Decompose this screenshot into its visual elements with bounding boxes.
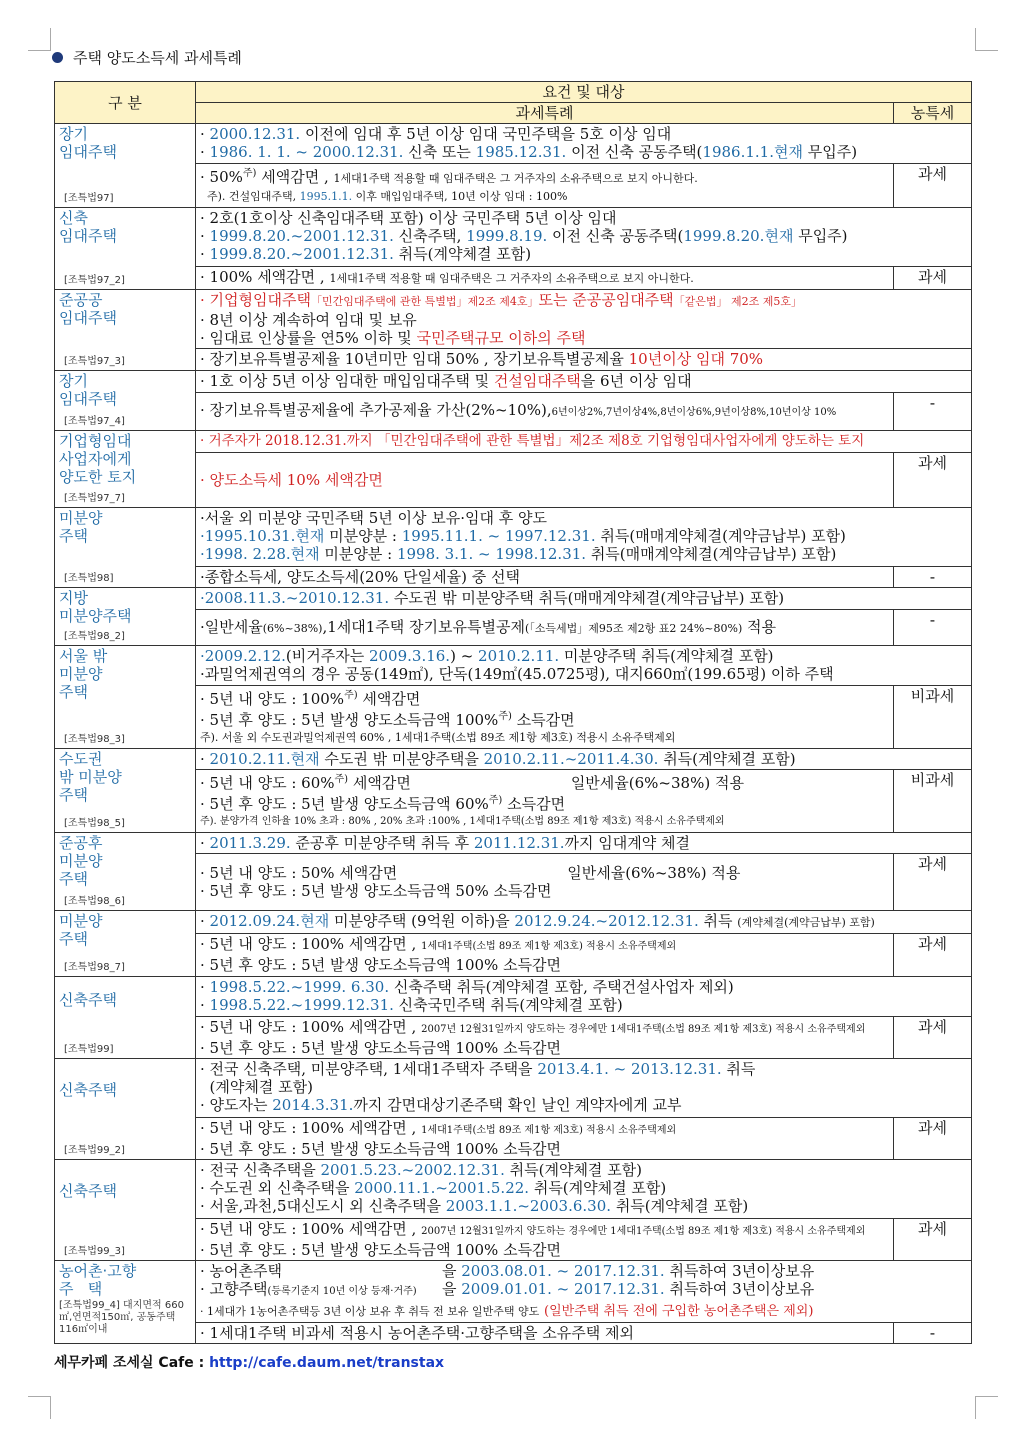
category-ref: [조특법98_5] [64,818,125,829]
agri-tax-cell: - [894,393,972,431]
special-note: 주). 서울 외 수도권과밀억제권역 60% , 1세대1주택(소법 89조 제1항 제3호) 적용시 소유주택제외 [200,731,676,744]
requirement-cell [196,124,972,164]
special-line: · 5년 내 양도 : 60%$^{주)}$ 세액감면 일반세율(6%~38%) 적용 [200,774,744,792]
special-note: 주). 분양가격 인하율 10% 초과 : 80% , 20% 초과 :100% , 1세대1주택(소법 89조 제1항 제3호) 적용시 소유주택제외 [200,816,725,827]
requirement-line: · 1999.8.20.~2001.12.31. 취득(계약체결 포함) [200,245,532,263]
row-category [55,290,196,371]
header-requirement: 요건 및 대상 [196,82,972,103]
category-ref: [조특법99_4] 대지면적 660㎡,연면적150㎡, 공동주택116㎡이내 [59,1300,184,1335]
special-line: ·일반세율(6%~38%),1세대1주택 장기보유특별공제(「소득세법」제95조 제2항 표2 24%~80%) 적용 [200,617,777,636]
requirement-cell [196,1261,972,1323]
special-line: · 5년 내 양도 : 100% 세액감면 , 2007년 12월31일까지 양도하는 경우에만 1세대1주택(소법 89조 제1항 제3호) 적용시 소유주택제외 [200,1018,866,1036]
requirement-line: · 전국 신축주택, 미분양주택, 1세대1주택자 주택을 2013.4.1. ~ 2013.12.31. 취득 [200,1060,756,1078]
requirement-line: · 1998.5.22.~1999. 6.30. 신축주택 취득(계약체결 포함, 주택건설사업자 제외) [200,978,734,996]
category-ref: [조특법99] [64,1044,114,1055]
category-name: 기업형임대 사업자에게 양도한 토지 [59,432,137,486]
requirement-cell [196,431,972,453]
agri-tax-cell: 비과세 [894,686,972,749]
special-cell [196,686,894,749]
special-cell [196,1017,894,1059]
requirement-cell [196,911,972,934]
row-category [55,1261,196,1344]
cafe-link[interactable]: http://cafe.daum.net/transtax [209,1355,445,1371]
special-cell [196,934,894,977]
requirement-line: ·2008.11.3.~2010.12.31. 수도권 밖 미분양주택 취득(매매계약체결(계약금납부) 포함) [200,589,785,607]
category-ref: [조특법97] [64,193,114,204]
special-line: · 5년 후 양도 : 5년 발생 양도소득금액 100% 소득감면 [200,1140,562,1158]
requirement-cell [196,508,972,567]
special-cell [196,610,894,646]
special-cell [196,1323,894,1344]
row-category [55,1160,196,1261]
category-name: 농어촌·고향 주 택 [59,1262,137,1298]
row-category [55,749,196,833]
category-ref: [조특법98_3] [64,734,125,745]
requirement-line: · 서울,과천,5대신도시 외 신축주택을 2003.1.1.~2003.6.30. 취득(계약체결 포함) [200,1197,749,1215]
special-cell [196,854,894,911]
requirement-line: ·과밀억제권역의 경우 공동(149㎡), 단독(149㎡(45.0725평), 대지660㎡(199.65평) 이하 주택 [200,665,834,683]
crop-mark-bottom-right [975,1396,998,1419]
requirement-line: · 농어촌주택 을 2003.08.01. ~ 2017.12.31. 취득하여 3년이상보유 [200,1262,815,1280]
special-cell [196,567,894,588]
row-category [55,646,196,749]
requirement-line: · 1호 이상 5년 이상 임대한 매입임대주택 및 건설임대주택을 6년 이상 임대 [200,372,692,390]
header-agri-tax: 농특세 [894,103,972,124]
requirement-line: ·2009.2.12.(비거주자는 2009.3.16.) ~ 2010.2.11. 미분양주택 취득(계약체결 포함) [200,647,774,665]
special-line: ·종합소득세, 양도소득세(20% 단일세율) 중 선택 [200,568,520,586]
special-cell [196,164,894,208]
row-category [55,371,196,431]
category-name: 신축주택 [59,1081,117,1099]
special-cell [196,393,894,431]
special-line: · 5년 후 양도 : 5년 발생 양도소득금액 100% 소득감면 [200,1039,562,1057]
requirement-line: · 1998.5.22.~1999.12.31. 신축국민주택 취득(계약체결 포함) [200,996,623,1014]
requirement-cell [196,1160,972,1219]
category-ref: [조특법97_3] [64,356,125,367]
special-line: · 5년 내 양도 : 100% 세액감면 , 2007년 12월31일까지 양도하는 경우에만 1세대1주택(소법 89조 제1항 제3호) 적용시 소유주택제외 [200,1220,866,1238]
category-name: 미분양 주택 [59,912,103,948]
requirement-cell [196,833,972,854]
tax-table [54,81,972,1344]
category-name: 장기 임대주택 [59,125,117,161]
agri-tax-cell: 과세 [894,854,972,911]
requirement-line: · 양도자는 2014.3.31.까지 감면대상기존주택 확인 날인 계약자에게 교부 [200,1096,682,1114]
special-note: 주). 건설임대주택, 1995.1.1. 이후 매입임대주택, 10년 이상 임대 : 100% [200,190,568,203]
category-name: 준공공 임대주택 [59,291,117,327]
row-category [55,1059,196,1160]
category-name: 신축주택 [59,991,117,1009]
agri-tax-cell: 과세 [894,453,972,508]
special-line: · 5년 후 양도 : 5년 발생 양도소득금액 100% 소득감면 [200,1241,562,1259]
special-line: · 장기보유특별공제율 10년미만 임대 50% , 장기보유특별공제율 10년이상 임대 70% [200,350,764,368]
agri-tax-cell: - [894,610,972,646]
requirement-cell [196,371,972,393]
requirement-line: · 거주자가 2018.12.31.까지 「민간임대주택에 관한 특별법」제2조 제8호 기업형임대사업자에게 양도하는 토지 [200,433,865,449]
crop-mark-bottom-left [28,1396,51,1419]
special-cell [196,267,894,290]
general-rate: 일반세율(6%~38%) 적용 [570,774,744,792]
special-line: · 장기보유특별공제율에 추가공제율 가산(2%~10%),6년이상2%,7년이상4%,8년이상6%,9년이상8%,10년이상 10% [200,401,837,419]
requirement-line: ·서울 외 미분양 국민주택 5년 이상 보유·임대 후 양도 [200,509,548,527]
category-name: 지방 미분양주택 [59,589,132,625]
agri-tax-cell: 과세 [894,1017,972,1059]
special-line: · 5년 내 양도 : 100% 세액감면 , 1세대1주택(소법 89조 제1항 제3호) 적용시 소유주택제외 [200,1119,677,1137]
requirement-cell [196,749,972,770]
special-cell [196,1219,894,1261]
category-ref: [조특법99_3] [64,1246,125,1257]
special-cell [196,453,894,508]
category-name: 수도권 밖 미분양 주택 [59,750,122,804]
requirement-line: · 전국 신축주택을 2001.5.23.~2002.12.31. 취득(계약체결 포함) [200,1161,643,1179]
requirement-line: · 1세대가 1농어촌주택등 3년 이상 보유 후 취득 전 보유 일반주택 양도 (일반주택 취득 전에 구입한 농어촌주택은 제외) [200,1304,814,1319]
row-category [55,977,196,1059]
requirement-cell [196,1059,972,1118]
category-ref: [조특법97_2] [64,275,125,286]
category-ref: [조특법98_7] [64,962,125,973]
requirement-line: · 2000.12.31. 이전에 임대 후 5년 이상 임대 국민주택을 5호 이상 임대 [200,125,672,143]
requirement-line: · 2012.09.24.현재 미분양주택 (9억원 이하)을 2012.9.24.~2012.12.31. 취득 (계약체결(계약금납부) 포함) [200,912,875,930]
special-line: · 5년 후 양도 : 5년 발생 양도소득금액 50% 소득감면 [200,882,552,900]
row-category [55,911,196,977]
category-ref: [조특법97_7] [64,493,125,504]
category-ref: [조특법98] [64,573,114,584]
header-category: 구 분 [55,82,196,124]
agri-tax-cell: 과세 [894,164,972,208]
crop-mark-top-right [975,28,998,51]
special-line: · 5년 후 양도 : 5년 발생 양도소득금액 100%$^{주)}$ 소득감면 [200,711,575,729]
row-category [55,833,196,911]
requirement-line: · 고향주택(등록기준지 10년 이상 등재·거주) 을 2009.01.01. ~ 2017.12.31. 취득하여 3년이상보유 [200,1280,815,1298]
requirement-line: · 2호(1호이상 신축임대주택 포함) 이상 국민주택 5년 이상 임대 [200,209,617,227]
requirement-line: · 8년 이상 계속하여 임대 및 보유 [200,311,417,329]
row-category [55,588,196,646]
requirement-line: · 1986. 1. 1. ~ 2000.12.31. 신축 또는 1985.12.31. 이전 신축 공동주택(1986.1.1.현재 무입주) [200,143,858,161]
agri-tax-cell: 비과세 [894,770,972,833]
row-category [55,124,196,208]
category-ref: [조특법97_4] [64,416,125,427]
row-category [55,508,196,588]
footer [54,1352,444,1372]
requirement-line: · 기업형임대주택「민간임대주택에 관한 특별법」제2조 제4호」또는 준공공임대주택「같은법」 제2조 제5호」 [200,291,803,309]
requirement-cell [196,646,972,686]
category-name: 장기 임대주택 [59,372,117,408]
special-cell [196,1118,894,1160]
category-name: 신축주택 [59,1182,117,1200]
special-line: · 1세대1주택 비과세 적용시 농어촌주택·고향주택을 소유주택 제외 [200,1324,634,1342]
requirement-line: · 2010.2.11.현재 수도권 밖 미분양주택을 2010.2.11.~2011.4.30. 취득(계약체결 포함) [200,750,796,768]
requirement-cell [196,208,972,267]
special-line: · 50%$^{주)}$ 세액감면 , 1세대1주택 적용할 때 임대주택은 그 거주자의 소유주택으로 보지 아니한다. [200,168,698,186]
category-ref: [조특법98_6] [64,896,125,907]
special-line: · 5년 내 양도 : 50% 세액감면 일반세율(6%~38%) 적용 [200,864,741,882]
requirement-line: · 2011.3.29. 준공후 미분양주택 취득 후 2011.12.31.까지 임대계약 체결 [200,834,691,852]
footer-label: 세무카페 조세실 Cafe : [54,1355,205,1371]
requirement-line: · 임대료 인상률을 연5% 이하 및 국민주택규모 이하의 주택 [200,329,586,347]
general-rate: 일반세율(6%~38%) 적용 [567,864,741,882]
requirement-line: ·1995.10.31.현재 미분양분 : 1995.11.1. ~ 1997.12.31. 취득(매매계약체결(계약금납부) 포함) [200,527,846,545]
special-line: · 5년 내 양도 : 100%$^{주)}$ 세액감면 [200,690,421,708]
category-name: 미분양 주택 [59,509,103,545]
bullet-icon [52,52,63,63]
requirement-line: ·1998. 2.28.현재 미분양분 : 1998. 3.1. ~ 1998.12.31. 취득(매매계약체결(계약금납부) 포함) [200,545,837,563]
category-name: 신축 임대주택 [59,209,117,245]
agri-tax-cell: 과세 [894,267,972,290]
requirement-line: (계약체결 포함) [209,1078,313,1096]
header-special: 과세특례 [196,103,894,124]
agri-tax-cell: 과세 [894,1219,972,1261]
special-line: · 5년 내 양도 : 100% 세액감면 , 1세대1주택(소법 89조 제1항 제3호) 적용시 소유주택제외 [200,935,677,953]
agri-tax-cell: 과세 [894,934,972,977]
agri-tax-cell: - [894,1323,972,1344]
category-name: 준공후 미분양 주택 [59,834,103,888]
special-line: · 5년 후 양도 : 5년 발생 양도소득금액 100% 소득감면 [200,956,562,974]
requirement-cell [196,977,972,1017]
crop-mark-top-left [28,28,51,51]
special-line: · 100% 세액감면 , 1세대1주택 적용할 때 임대주택은 그 거주자의 소유주택으로 보지 아니한다. [200,268,694,286]
category-name: 서울 밖 미분양 주택 [59,647,108,701]
page-title: 주택 양도소득세 과세특례 [52,47,242,68]
agri-tax-cell: 과세 [894,1118,972,1160]
special-cell [196,770,894,833]
category-ref: [조특법98_2] [64,631,125,642]
row-category [55,208,196,290]
agri-tax-cell: - [894,567,972,588]
row-category [55,431,196,508]
special-line: · 양도소득세 10% 세액감면 [200,471,383,489]
requirement-line: · 1999.8.20.~2001.12.31. 신축주택, 1999.8.19. 이전 신축 공동주택(1999.8.20.현재 무입주) [200,227,848,245]
category-ref: [조특법99_2] [64,1145,125,1156]
special-line: · 5년 후 양도 : 5년 발생 양도소득금액 60%$^{주)}$ 소득감면 [200,795,566,813]
special-cell [196,349,972,371]
requirement-cell [196,290,972,349]
requirement-cell [196,588,972,610]
requirement-line: · 수도권 외 신축주택을 2000.11.1.~2001.5.22. 취득(계약체결 포함) [200,1179,667,1197]
